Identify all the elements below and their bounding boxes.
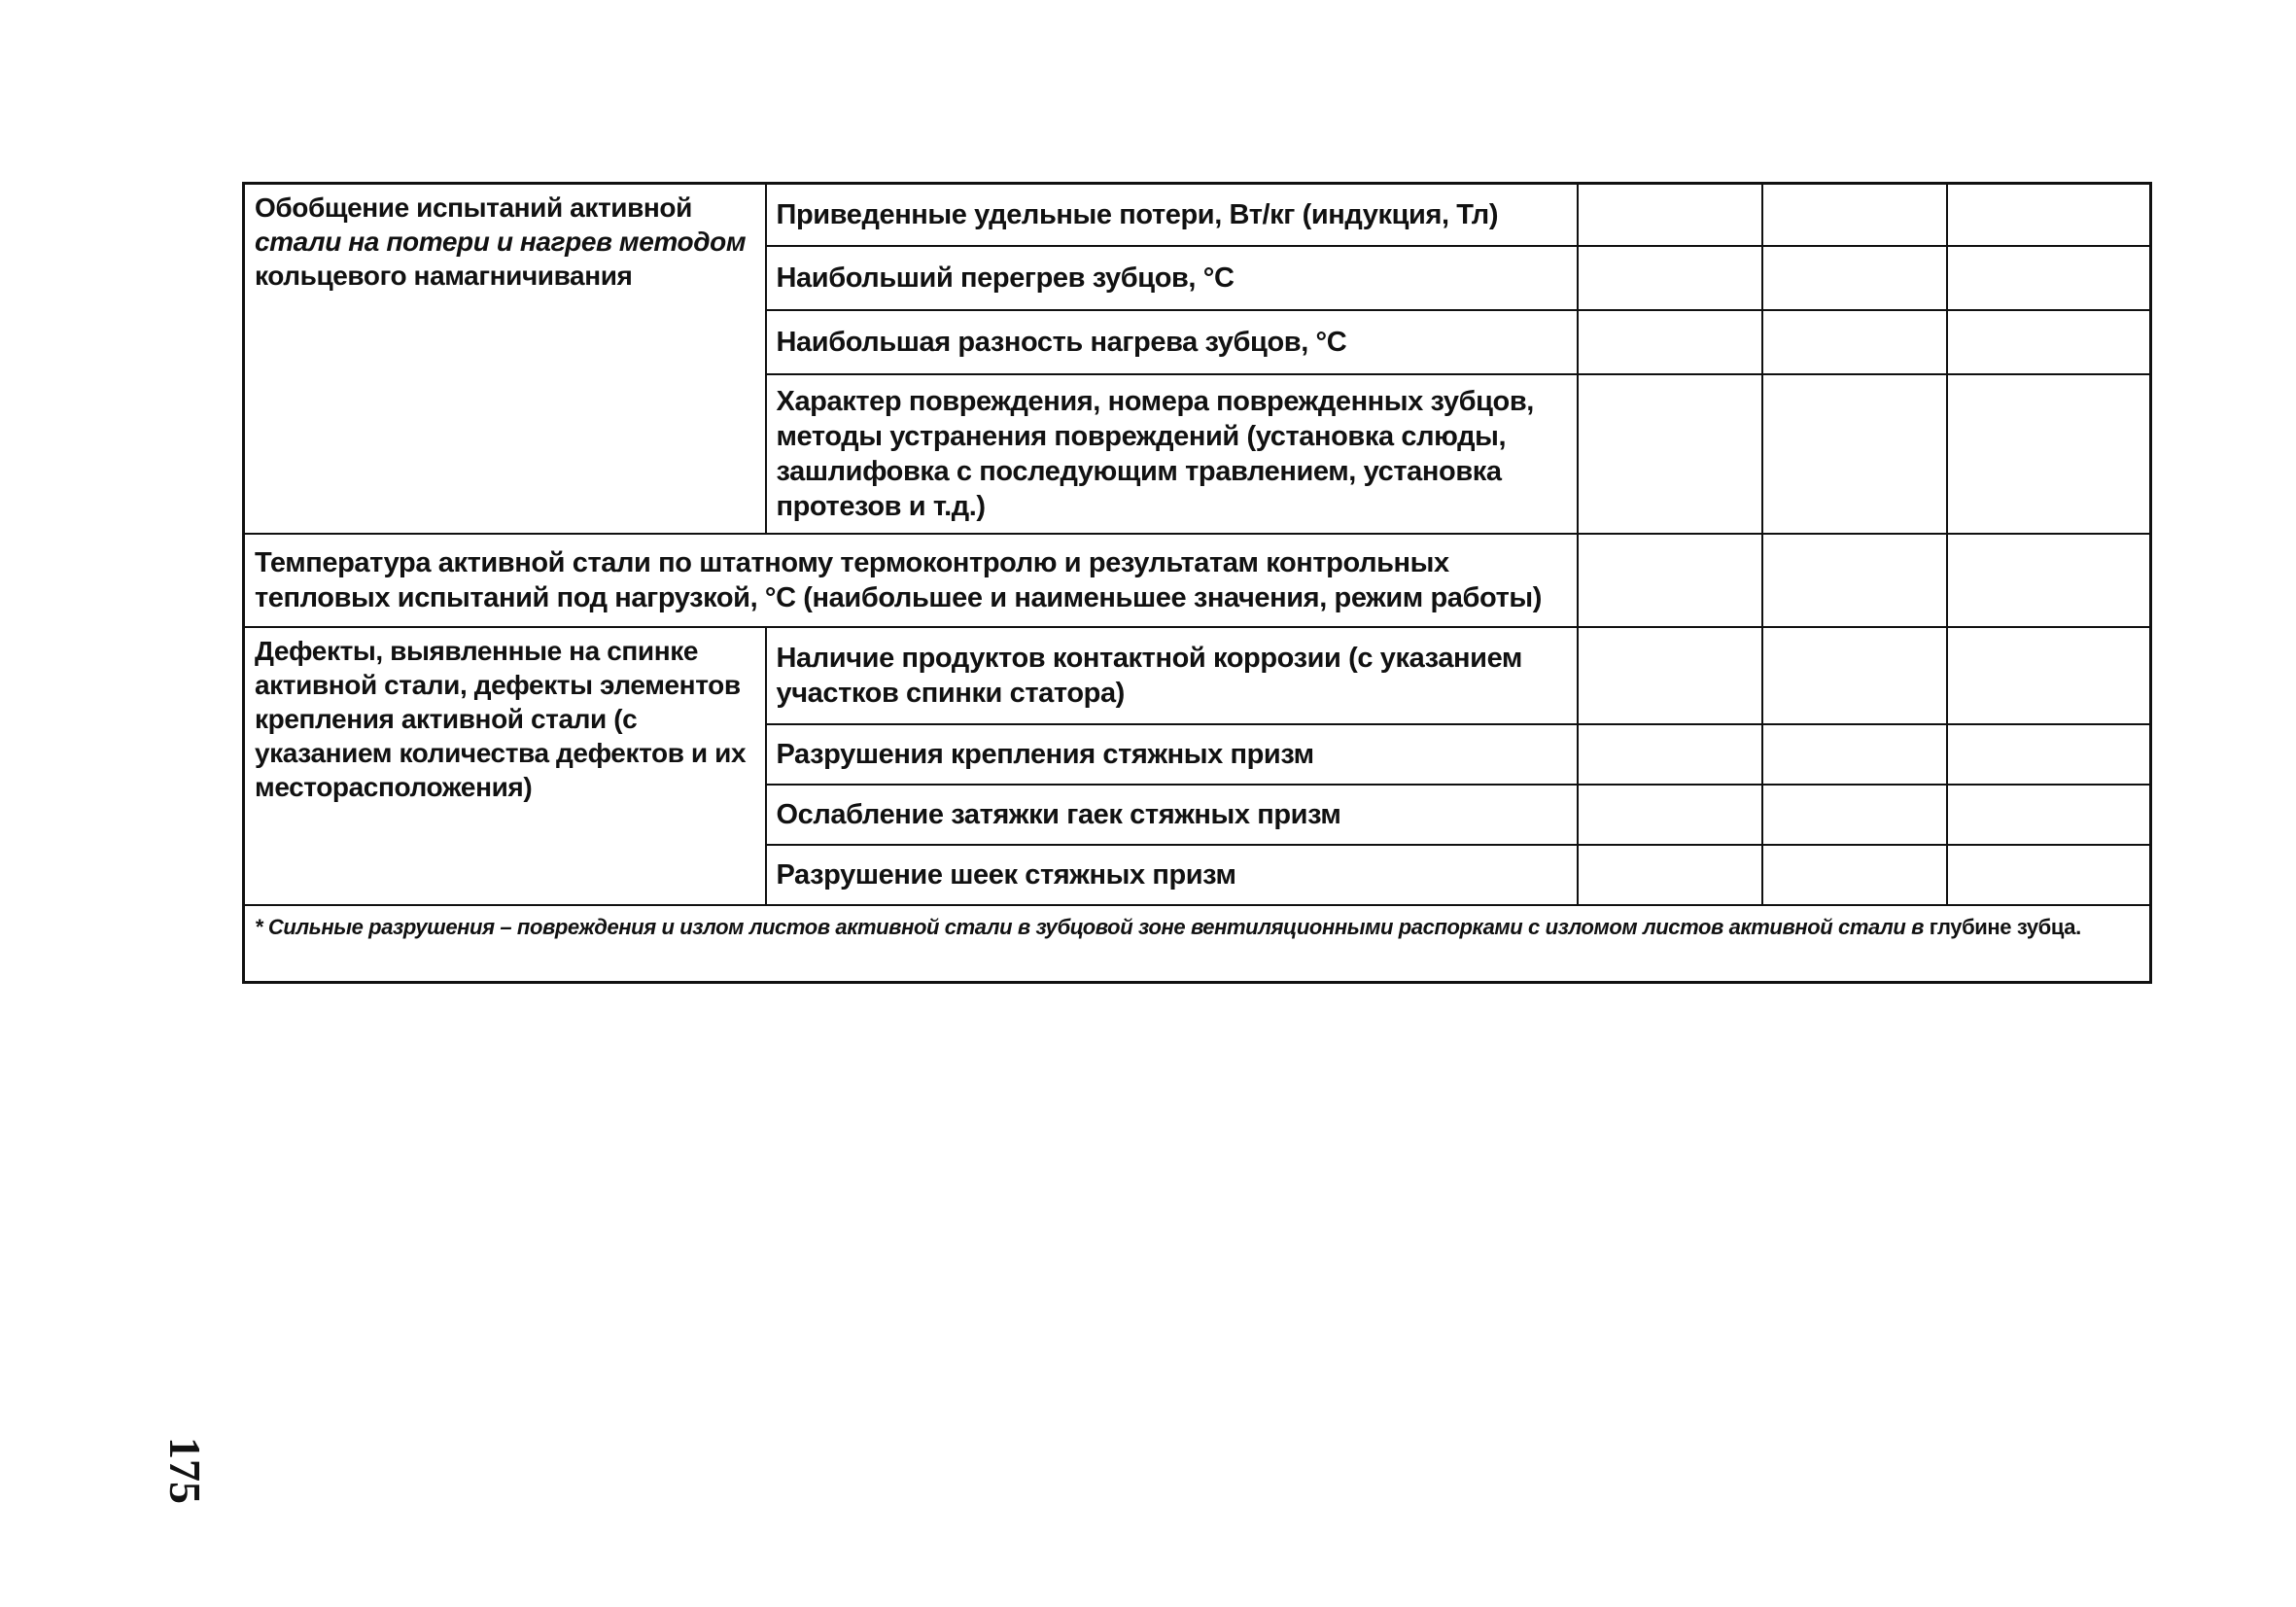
footnote-cell xyxy=(244,905,2151,983)
group-title-line: стали на потери и нагрев методом xyxy=(255,227,747,257)
param-cell: Разрушение шеек стяжных призм xyxy=(766,845,1578,905)
value-cell xyxy=(1578,534,1762,627)
value-cell xyxy=(1947,246,2151,310)
value-cell xyxy=(1762,627,1947,724)
value-cell xyxy=(1578,246,1762,310)
param-cell: Характер повреждения, номера поврежденных зубцов, методы устранения повреждений (установка слюды, зашлифовка с последующим травлением, установка протезов и т.д.) xyxy=(766,374,1578,534)
param-cell: Наибольшая разность нагрева зубцов, °С xyxy=(766,310,1578,374)
value-cell xyxy=(1578,184,1762,246)
value-cell xyxy=(1578,374,1762,534)
group-title-line: Обобщение испытаний активной xyxy=(255,192,692,223)
value-cell xyxy=(1762,845,1947,905)
group-cell-defects: Дефекты, выявленные на спинке активной стали, дефекты элементов крепления активной стали (с указанием количества дефектов и их месторасположения) xyxy=(244,627,766,905)
table-row xyxy=(244,905,2151,983)
table-row xyxy=(244,627,2151,724)
value-cell xyxy=(1762,246,1947,310)
value-cell xyxy=(1578,310,1762,374)
value-cell xyxy=(1762,534,1947,627)
param-cell: Наличие продуктов контактной коррозии (с указанием участков спинки статора) xyxy=(766,627,1578,724)
value-cell xyxy=(1578,627,1762,724)
value-cell xyxy=(1762,184,1947,246)
value-cell xyxy=(1947,785,2151,845)
group-title-line: кольцевого намагничивания xyxy=(255,261,633,291)
param-cell: Приведенные удельные потери, Вт/кг (индукция, Тл) xyxy=(766,184,1578,246)
table-row xyxy=(244,534,2151,627)
value-cell xyxy=(1947,310,2151,374)
inspection-table xyxy=(242,182,2152,984)
value-cell xyxy=(1947,534,2151,627)
temperature-cell: Температура активной стали по штатному термоконтролю и результатам контрольных тепловых испытаний под нагрузкой, °С (наибольшее и наименьшее значения, режим работы) xyxy=(244,534,1578,627)
footnote-text-tail: глубине зубца. xyxy=(1929,914,2081,939)
value-cell xyxy=(1578,845,1762,905)
value-cell xyxy=(1947,724,2151,785)
value-cell xyxy=(1762,374,1947,534)
value-cell xyxy=(1947,845,2151,905)
param-cell: Ослабление затяжки гаек стяжных призм xyxy=(766,785,1578,845)
value-cell xyxy=(1947,627,2151,724)
param-cell: Наибольший перегрев зубцов, °С xyxy=(766,246,1578,310)
value-cell xyxy=(1762,310,1947,374)
value-cell xyxy=(1578,724,1762,785)
value-cell xyxy=(1947,374,2151,534)
group-cell-ring-magnetization xyxy=(244,184,766,534)
footnote-text: * Сильные разрушения – повреждения и излом листов активной стали в зубцовой зоне вентиляционными распорками с изломом листов активной стали в xyxy=(255,914,1925,939)
value-cell xyxy=(1762,724,1947,785)
param-cell: Разрушения крепления стяжных призм xyxy=(766,724,1578,785)
value-cell xyxy=(1947,184,2151,246)
table-row xyxy=(244,184,2151,246)
value-cell xyxy=(1762,785,1947,845)
value-cell xyxy=(1578,785,1762,845)
page-number: 175 xyxy=(160,1437,210,1504)
